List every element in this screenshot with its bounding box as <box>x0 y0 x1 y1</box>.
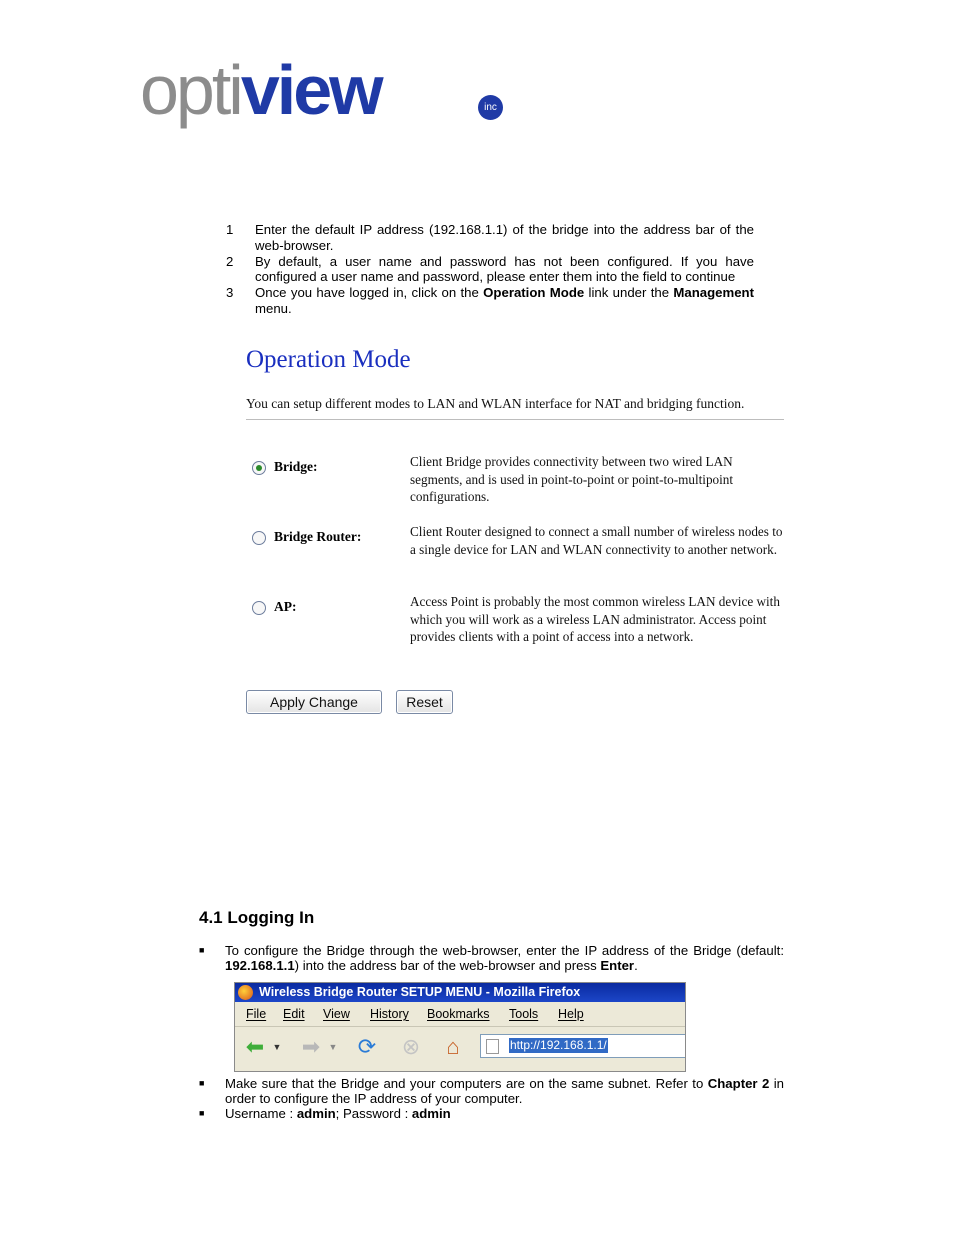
menu-file[interactable]: File <box>246 1007 267 1021</box>
reload-icon[interactable]: ⟳ <box>357 1034 377 1059</box>
bullet-list-1 <box>199 943 784 973</box>
bridge-router-radio[interactable] <box>252 531 266 545</box>
forward-dropdown-icon[interactable]: ▼ <box>328 1042 338 1052</box>
operation-mode-title: Operation Mode <box>246 346 411 373</box>
list-item: ■ Make sure that the Bridge and your computers are on the same subnet. Refer to Chapter 2 in order to configure the IP address of your computer. <box>199 1076 784 1107</box>
ap-label: AP: <box>274 599 297 614</box>
list-item: ■ Username : admin; Password : admin <box>199 1106 451 1122</box>
bullet-list-2 <box>199 1076 784 1122</box>
bridge-description: Client Bridge provides connectivity between two wired LAN segments, and is used in point-to-point or point-to-multipoint configurations. <box>410 454 734 504</box>
menu-help[interactable]: Help <box>558 1007 584 1021</box>
bullet-icon: ■ <box>199 945 205 955</box>
bullet-icon: ■ <box>199 1108 205 1119</box>
menu-edit[interactable]: Edit <box>283 1007 305 1021</box>
menu-view[interactable]: View <box>323 1007 350 1021</box>
company-logo <box>140 51 510 130</box>
apply-change-button[interactable]: Apply Change <box>246 690 382 714</box>
browser-menubar <box>235 1002 685 1027</box>
step-3: 3 Once you have logged in, click on the Operation Mode link under the Management menu. <box>226 285 754 316</box>
step-2: 2 By default, a user name and password has not been configured. If you have configured a user name and password, please enter them into the field to continue <box>226 253 754 285</box>
browser-navbar <box>235 1027 685 1071</box>
address-text: http://192.168.1.1/ <box>510 1038 607 1052</box>
browser-titlebar: Wireless Bridge Router SETUP MENU - Mozilla Firefox <box>235 983 685 1002</box>
address-bar[interactable] <box>480 1034 686 1058</box>
ap-radio[interactable] <box>252 601 266 615</box>
operation-mode-description: You can setup different modes to LAN and WLAN interface for NAT and bridging function. <box>246 396 745 411</box>
logo-view: view <box>240 51 381 129</box>
ap-description: Access Point is probably the most common wireless LAN device with which you will work as a wireless LAN administrator. Access point provides clients with a point of access into a network. <box>410 594 780 644</box>
bridge-router-description: Client Router designed to connect a small number of wireless nodes to a single device for LAN and WLAN connectivity to another network. <box>410 524 783 557</box>
instruction-steps <box>226 222 754 317</box>
menu-tools[interactable]: Tools <box>509 1007 539 1021</box>
forward-icon[interactable]: ➡ <box>301 1034 321 1059</box>
stop-icon[interactable]: ⊗ <box>401 1034 421 1059</box>
divider <box>246 419 784 420</box>
menu-history[interactable]: History <box>370 1007 409 1021</box>
firefox-icon <box>238 985 253 1000</box>
reset-button[interactable]: Reset <box>396 690 453 714</box>
logo-opti: opti <box>140 51 241 129</box>
back-dropdown-icon[interactable]: ▼ <box>272 1042 282 1052</box>
bridge-radio[interactable] <box>252 461 266 475</box>
bridge-router-label: Bridge Router: <box>274 529 362 544</box>
home-icon[interactable]: ⌂ <box>446 1034 460 1059</box>
menu-bookmarks[interactable]: Bookmarks <box>427 1007 490 1021</box>
back-icon[interactable]: ⬅ <box>245 1034 265 1059</box>
page-icon <box>486 1039 499 1054</box>
section-heading: 4.1 Logging In <box>199 908 315 927</box>
step-1: 1 Enter the default IP address (192.168.1.1) of the bridge into the address bar of the web-browser. <box>226 222 754 253</box>
bullet-icon: ■ <box>199 1078 205 1088</box>
logo-inc-badge: inc <box>478 95 503 120</box>
browser-window <box>234 982 686 1072</box>
list-item: ■ To configure the Bridge through the web-browser, enter the IP address of the Bridge (default: 192.168.1.1) into the address bar of the web-browser and press Enter. <box>199 943 784 974</box>
bridge-label: Bridge: <box>274 459 318 474</box>
